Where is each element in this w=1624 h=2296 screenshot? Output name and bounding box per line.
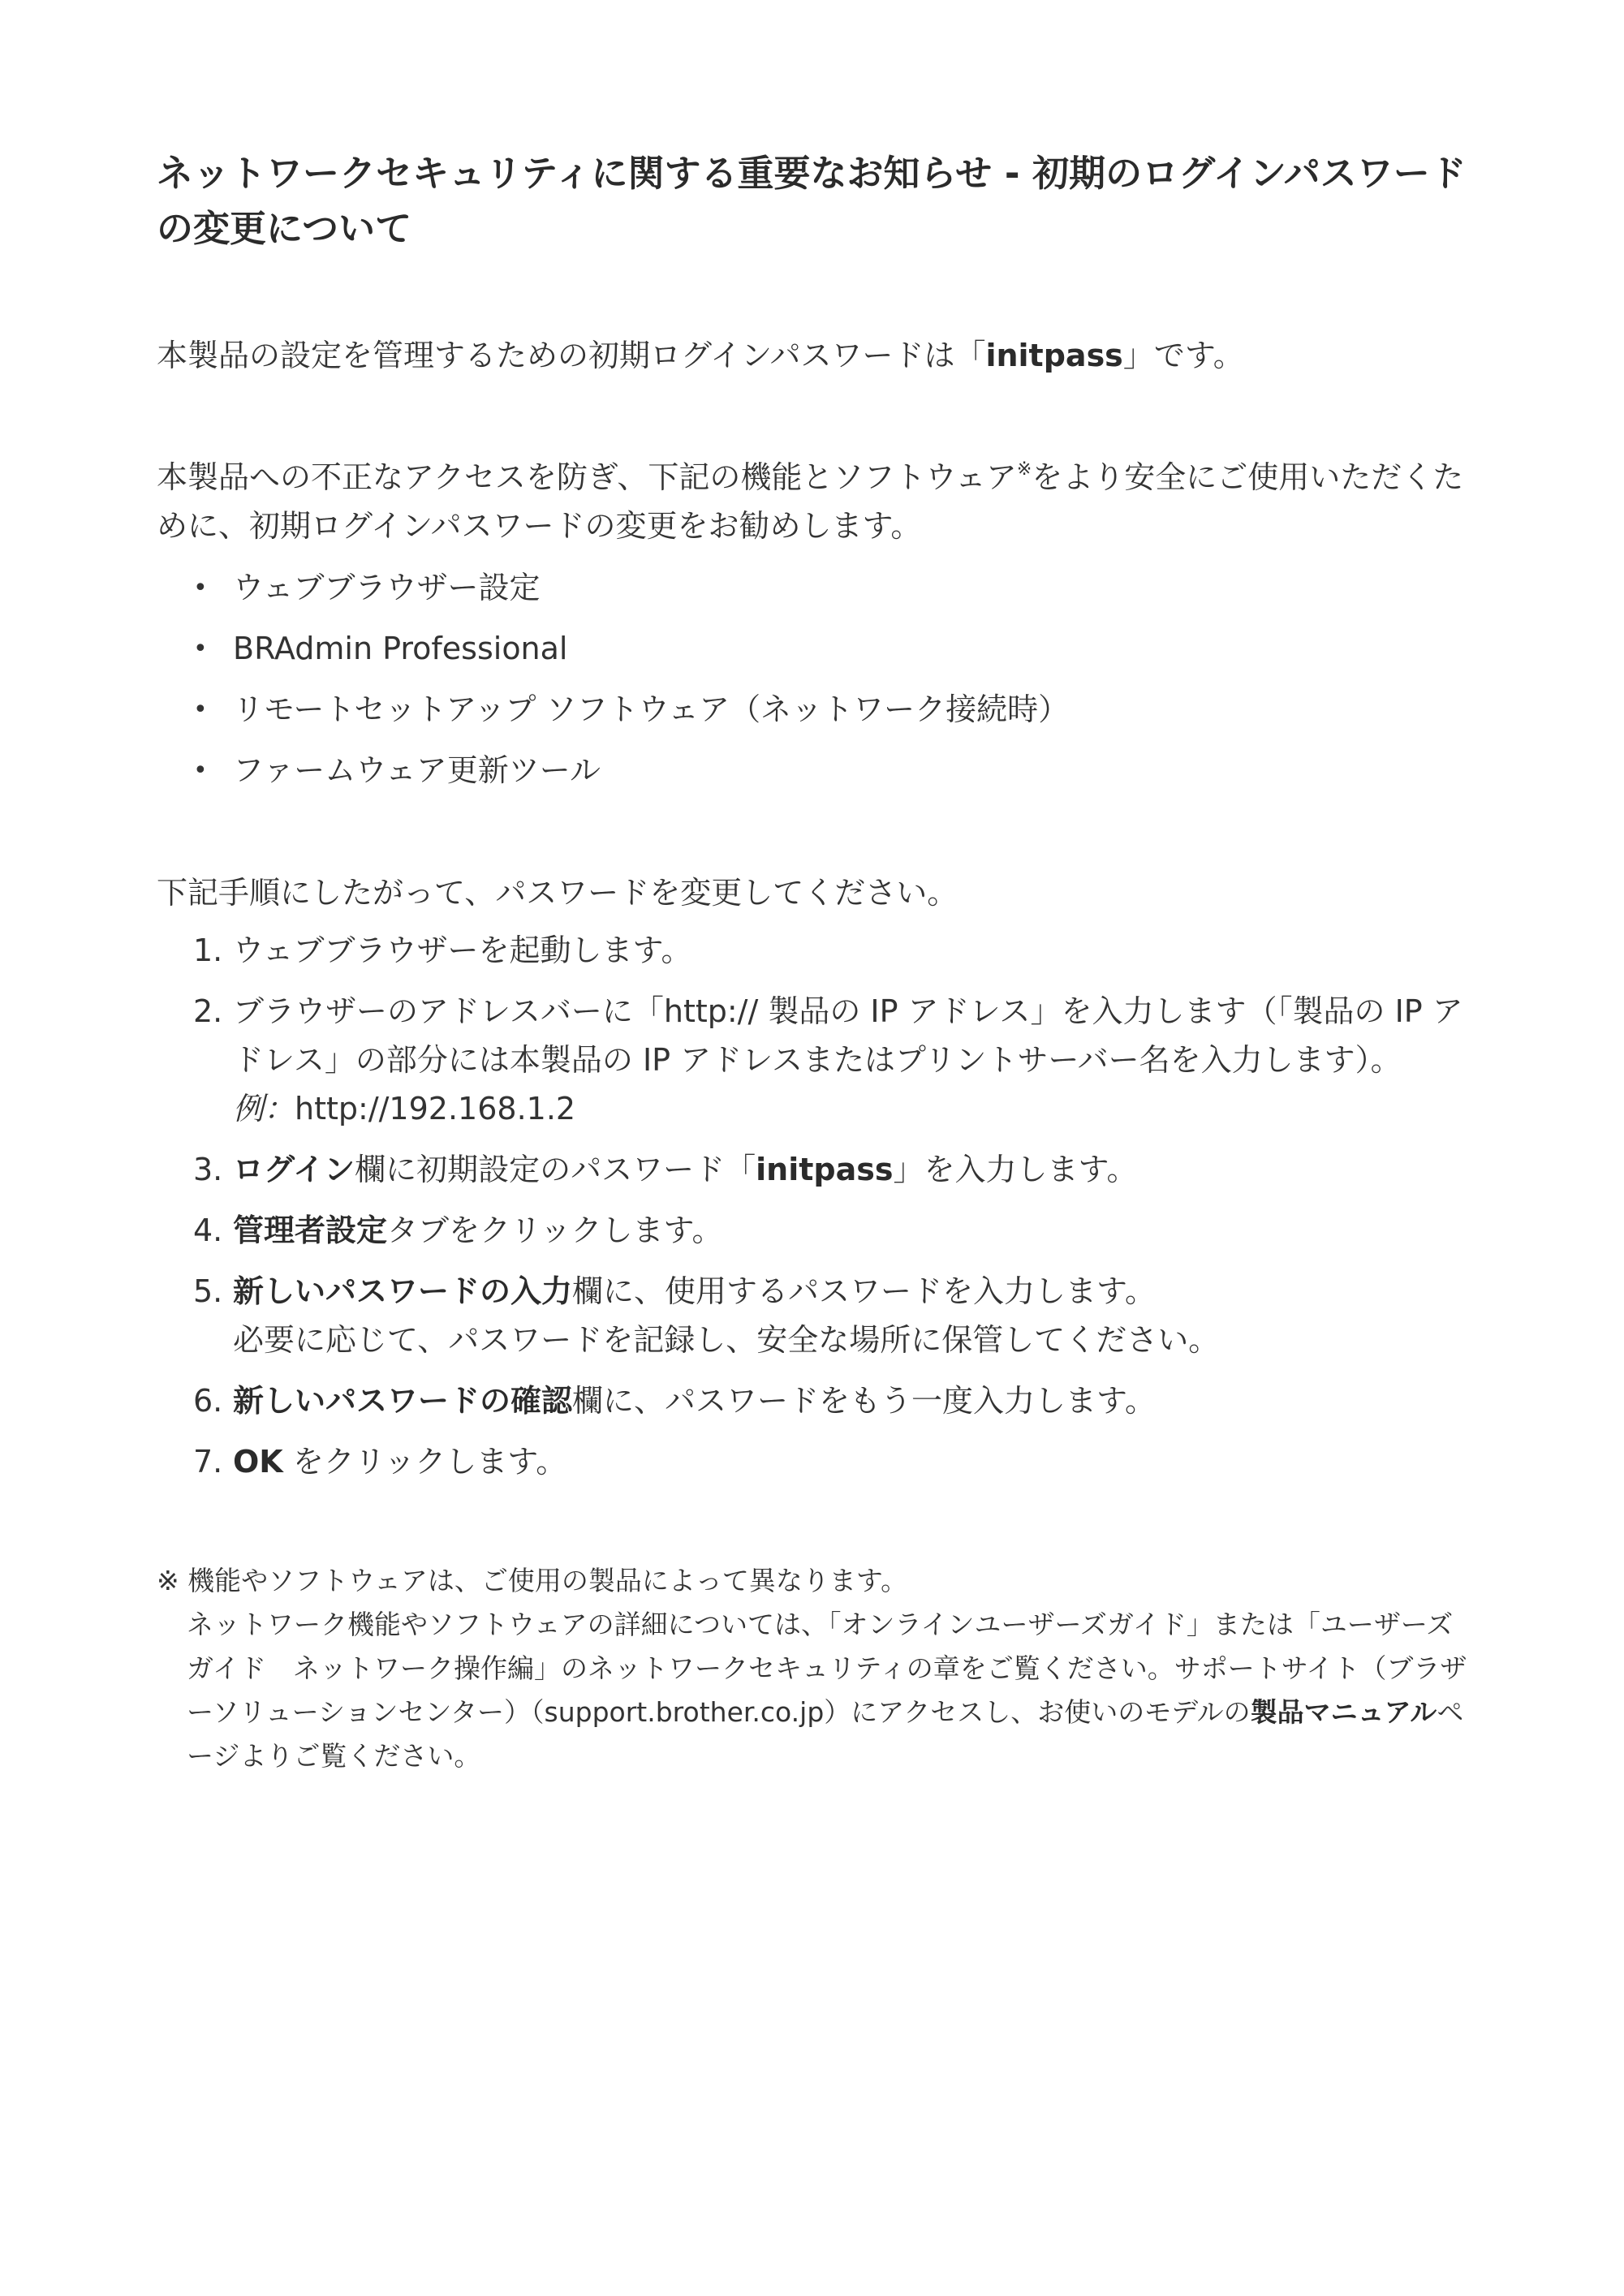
initial-password: initpass [756, 1152, 894, 1187]
procedure-intro: 下記手順にしたがって、パスワードを変更してください。 [157, 875, 958, 911]
footnote-text-after: ページよりご覧ください。 [187, 1696, 1464, 1772]
step-item [157, 1376, 1475, 1425]
step-item [157, 1145, 1475, 1194]
step-bold-term: 管理者設定 [233, 1213, 388, 1248]
step-text: をクリックします。 [282, 1444, 567, 1480]
step-text: ウェブブラウザーを起動します。 [233, 933, 692, 968]
recommend-text-after: をより安全にご使用いただくために、初期ログインパスワードの変更をお勧めします。 [157, 459, 1464, 544]
procedure-steps [157, 926, 1475, 1498]
footnote [157, 1558, 1475, 1778]
example-line [233, 1084, 1475, 1133]
recommend-text-before: 本製品への不正なアクセスを防ぎ、下記の機能とソフトウェア [157, 459, 1017, 495]
page-title: ネットワークセキュリティに関する重要なお知らせ - 初期のログインパスワードの変更について [157, 152, 1467, 250]
step-number: 7. [193, 1444, 223, 1480]
step-text: 」を入力します。 [893, 1152, 1138, 1187]
bullet-icon: • [193, 756, 208, 785]
feature-label: リモートセットアップ ソフトウェア（ネットワーク接続時） [233, 691, 1070, 727]
feature-label: ファームウェア更新ツール [233, 752, 601, 788]
step-number: 6. [193, 1383, 223, 1419]
initial-password-paragraph [157, 331, 1475, 380]
note-reference-mark: ※ [1016, 459, 1032, 480]
step-number: 5. [193, 1273, 223, 1309]
product-manual-label: 製品マニュアル [1250, 1696, 1437, 1728]
bullet-icon: • [193, 635, 208, 663]
recommendation-paragraph [157, 453, 1475, 550]
step-number: 1. [193, 933, 223, 968]
feature-list [157, 558, 1475, 801]
list-item [157, 740, 1475, 801]
feature-label: BRAdmin Professional [233, 631, 568, 666]
step-text: 欄に、使用するパスワードを入力します。 [572, 1273, 1156, 1309]
example-url: http://192.168.1.2 [295, 1091, 576, 1126]
footnote-body [157, 1603, 1475, 1778]
step-number: 4. [193, 1213, 223, 1248]
intro-text-after: 」です。 [1122, 338, 1244, 373]
list-item [157, 679, 1475, 740]
initial-password: initpass [985, 338, 1123, 373]
step-item [157, 1437, 1475, 1486]
step-text: 欄に、パスワードをもう一度入力します。 [572, 1383, 1156, 1419]
step-subtext: 必要に応じて、パスワードを記録し、安全な場所に保管してください。 [233, 1322, 1220, 1358]
list-item [157, 618, 1475, 679]
step-bold-term: OK [233, 1444, 283, 1480]
step-bold-term: 新しいパスワードの確認 [233, 1383, 573, 1419]
intro-text-before: 本製品の設定を管理するための初期ログインパスワードは「 [157, 338, 986, 373]
step-item [157, 987, 1475, 1133]
step-item [157, 1206, 1475, 1255]
step-number: 3. [193, 1152, 223, 1187]
step-bold-term: ログイン [233, 1152, 355, 1187]
step-item [157, 1267, 1475, 1364]
footnote-heading: ※ 機能やソフトウェアは、ご使用の製品によって異なります。 [157, 1565, 908, 1596]
step-number: 2. [193, 993, 223, 1029]
bullet-icon: • [193, 696, 208, 724]
step-text: ブラウザーのアドレスバーに「http:// 製品の IP アドレス」を入力します（「製品の IP アドレス」の部分には本製品の IP アドレスまたはプリントサーバー名を入力します）。 [233, 993, 1463, 1078]
step-text: 欄に初期設定のパスワード「 [355, 1152, 756, 1187]
list-item [157, 558, 1475, 618]
feature-label: ウェブブラウザー設定 [233, 570, 541, 605]
bullet-icon: • [193, 574, 208, 602]
example-label: 例： [233, 1091, 295, 1126]
step-item [157, 926, 1475, 975]
footnote-text-before: ネットワーク機能やソフトウェアの詳細については、「オンラインユーザーズガイド」または「ユーザーズガイド ネットワーク操作編」のネットワークセキュリティの章をご覧ください。サポートサイト（ブラザーソリューションセンター）（support.brother.co.jp）にアクセスし、お使いのモデルの [187, 1609, 1467, 1728]
step-bold-term: 新しいパスワードの入力 [233, 1273, 573, 1309]
step-text: タブをクリックします。 [387, 1213, 723, 1248]
